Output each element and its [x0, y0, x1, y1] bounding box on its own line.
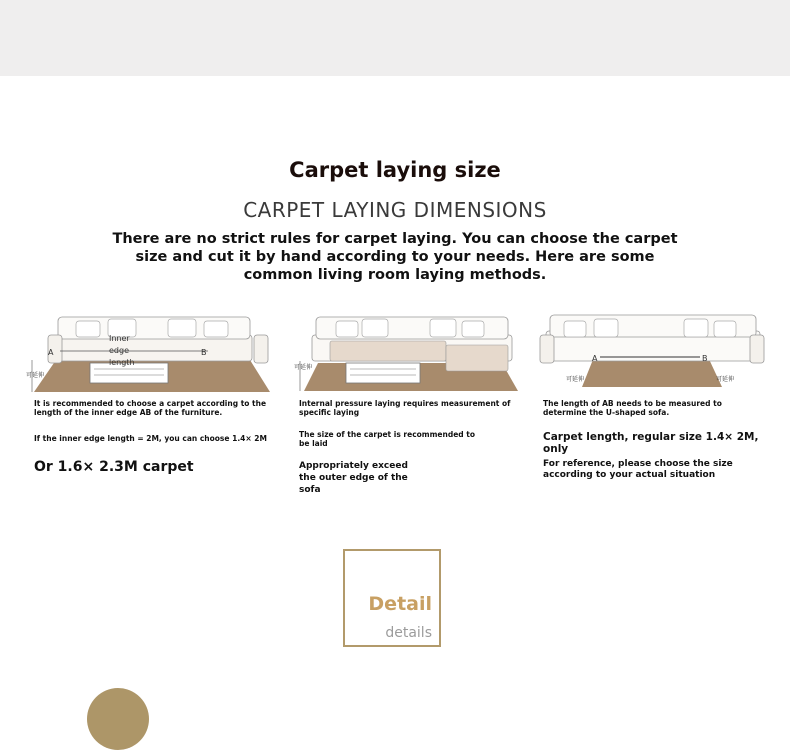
layout-diagram-3 [536, 305, 768, 395]
panel-3-caption-2: Carpet length, regular size 1.4× 2M, only [543, 431, 759, 455]
layout-diagram-2 [290, 305, 530, 395]
label-extend: 可延伸 [294, 364, 313, 371]
label-a: A [48, 348, 54, 357]
intro-text: There are no strict rules for carpet laying. You can choose the carpet size and cut it by hand according to your needs. Here are some common living room laying methods. [112, 231, 678, 283]
label-inner: Inner [109, 334, 130, 343]
carpet-shape [582, 357, 722, 387]
panel-1-caption-3: Or 1.6× 2.3M carpet [34, 459, 194, 475]
page-subtitle: CARPET LAYING DIMENSIONS [243, 198, 547, 222]
label-b: B [702, 354, 708, 363]
label-extend: 可延伸 [26, 372, 45, 379]
label-edge: edge [109, 346, 129, 355]
label-a: A [592, 354, 598, 363]
detail-title: Detail [368, 593, 432, 615]
label-length: length [109, 358, 135, 367]
decorative-circle [87, 688, 149, 750]
label-extend-left: 可延伸 [566, 376, 585, 383]
panel-1-caption-1: It is recommended to choose a carpet according to the length of the inner edge AB of the furniture. [34, 399, 267, 417]
detail-subtitle: details [385, 625, 432, 641]
panel-3-caption-3: For reference, please choose the size according to your actual situation [543, 459, 733, 480]
panel-1-caption-2: If the inner edge length = 2M, you can choose 1.4× 2M [34, 434, 267, 443]
label-b: B [201, 348, 207, 357]
panel-2-caption-1: Internal pressure laying requires measurement of specific laying [299, 399, 511, 417]
page-title: Carpet laying size [289, 158, 501, 182]
panel-2-caption-2: The size of the carpet is recommended to be laid [299, 430, 476, 448]
detail-section-box [343, 549, 441, 647]
label-extend-right: 可延伸 [716, 376, 735, 383]
layout-diagram-1 [18, 305, 276, 395]
panel-3-caption-1: The length of AB needs to be measured to determine the U-shaped sofa. [543, 399, 722, 417]
top-banner [0, 0, 790, 76]
panel-2-caption-3: Appropriately exceed the outer edge of the sofa [299, 461, 408, 495]
